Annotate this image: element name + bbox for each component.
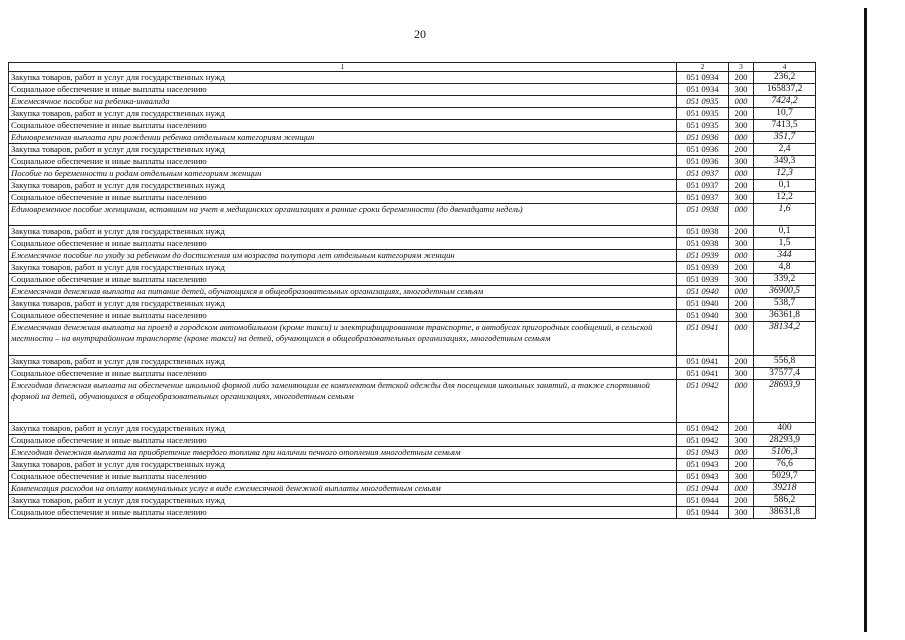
table-row <box>9 471 816 483</box>
row-amount-cell: 1,5 <box>754 238 816 250</box>
row-code-cell: 051 0939 <box>677 262 729 274</box>
table-row <box>9 180 816 192</box>
row-name-cell: Закупка товаров, работ и услуг для государственных нужд <box>9 495 677 507</box>
row-vr-cell: 300 <box>729 471 754 483</box>
row-name-cell: Закупка товаров, работ и услуг для государственных нужд <box>9 144 677 156</box>
row-vr-cell: 200 <box>729 423 754 435</box>
row-code-cell: 051 0942 <box>677 380 729 423</box>
row-code-cell: 051 0935 <box>677 108 729 120</box>
row-vr-cell: 300 <box>729 238 754 250</box>
row-code-cell: 051 0943 <box>677 471 729 483</box>
row-vr-cell: 200 <box>729 180 754 192</box>
row-vr-cell: 200 <box>729 356 754 368</box>
row-amount-cell: 556,8 <box>754 356 816 368</box>
row-code-cell: 051 0934 <box>677 72 729 84</box>
row-vr-cell: 000 <box>729 204 754 226</box>
row-code-cell: 051 0940 <box>677 298 729 310</box>
row-code-cell: 051 0936 <box>677 144 729 156</box>
row-name-cell: Социальное обеспечение и иные выплаты населению <box>9 507 677 519</box>
row-amount-cell: 28693,9 <box>754 380 816 423</box>
row-name-cell: Социальное обеспечение и иные выплаты населению <box>9 471 677 483</box>
row-vr-cell: 300 <box>729 156 754 168</box>
table-row <box>9 156 816 168</box>
table-row <box>9 72 816 84</box>
row-vr-cell: 200 <box>729 459 754 471</box>
table-row <box>9 144 816 156</box>
row-code-cell: 051 0938 <box>677 204 729 226</box>
row-code-cell: 051 0944 <box>677 495 729 507</box>
row-name-cell: Единовременная выплата при рождении ребенка отдельным категориям женщин <box>9 132 677 144</box>
row-name-cell: Закупка товаров, работ и услуг для государственных нужд <box>9 226 677 238</box>
row-amount-cell: 586,2 <box>754 495 816 507</box>
row-vr-cell: 300 <box>729 192 754 204</box>
row-amount-cell: 538,7 <box>754 298 816 310</box>
row-amount-cell: 7424,2 <box>754 96 816 108</box>
row-amount-cell: 349,3 <box>754 156 816 168</box>
table-row <box>9 435 816 447</box>
row-name-cell: Закупка товаров, работ и услуг для государственных нужд <box>9 108 677 120</box>
row-vr-cell: 300 <box>729 310 754 322</box>
row-vr-cell: 200 <box>729 226 754 238</box>
row-code-cell: 051 0935 <box>677 96 729 108</box>
row-name-cell: Социальное обеспечение и иные выплаты населению <box>9 84 677 96</box>
row-name-cell: Закупка товаров, работ и услуг для государственных нужд <box>9 298 677 310</box>
row-name-cell: Закупка товаров, работ и услуг для государственных нужд <box>9 262 677 274</box>
row-name-cell: Компенсация расходов на оплату коммунальных услуг в виде ежемесячной денежной выплаты многодетным семьям <box>9 483 677 495</box>
row-name-cell: Ежемесячная денежная выплата на питание детей, обучающихся в общеобразовательных организациях, многодетным семьям <box>9 286 677 298</box>
row-vr-cell: 000 <box>729 483 754 495</box>
table-row <box>9 298 816 310</box>
row-amount-cell: 236,2 <box>754 72 816 84</box>
row-code-cell: 051 0940 <box>677 310 729 322</box>
table-row <box>9 447 816 459</box>
row-code-cell: 051 0939 <box>677 250 729 262</box>
header-cell-amount: 4 <box>754 63 816 72</box>
row-amount-cell: 38134,2 <box>754 322 816 356</box>
row-amount-cell: 37577,4 <box>754 368 816 380</box>
row-code-cell: 051 0944 <box>677 507 729 519</box>
row-vr-cell: 000 <box>729 132 754 144</box>
table-row <box>9 286 816 298</box>
row-name-cell: Ежемесячное пособие по уходу за ребенком до достижения им возраста полутора лет отдельным категориям женщин <box>9 250 677 262</box>
row-name-cell: Ежегодная денежная выплата на приобретение твердого топлива при наличии печного отопления многодетным семьям <box>9 447 677 459</box>
row-amount-cell: 28293,9 <box>754 435 816 447</box>
row-amount-cell: 5029,7 <box>754 471 816 483</box>
table-row <box>9 356 816 368</box>
row-vr-cell: 300 <box>729 120 754 132</box>
row-vr-cell: 000 <box>729 286 754 298</box>
row-vr-cell: 000 <box>729 250 754 262</box>
row-name-cell: Социальное обеспечение и иные выплаты населению <box>9 120 677 132</box>
table-row <box>9 204 816 226</box>
row-amount-cell: 339,2 <box>754 274 816 286</box>
row-vr-cell: 200 <box>729 298 754 310</box>
row-name-cell: Социальное обеспечение и иные выплаты населению <box>9 192 677 204</box>
row-amount-cell: 39218 <box>754 483 816 495</box>
table-row <box>9 250 816 262</box>
row-code-cell: 051 0942 <box>677 423 729 435</box>
page-edge-rule <box>864 8 867 632</box>
row-name-cell: Социальное обеспечение и иные выплаты населению <box>9 368 677 380</box>
row-name-cell: Ежемесячная денежная выплата на проезд в городском автомобильном (кроме такси) и электрифицированном транспорте, в автобусах пригородных сообщений, в сельской местности – на внутрирайонном транспорте (кроме такси) на детей, обучающихся в общеобразовательных организациях, многодетным семьям <box>9 322 677 356</box>
row-amount-cell: 10,7 <box>754 108 816 120</box>
row-name-cell: Закупка товаров, работ и услуг для государственных нужд <box>9 356 677 368</box>
row-amount-cell: 36900,5 <box>754 286 816 298</box>
row-code-cell: 051 0934 <box>677 84 729 96</box>
row-vr-cell: 200 <box>729 72 754 84</box>
row-amount-cell: 38631,8 <box>754 507 816 519</box>
row-amount-cell: 0,1 <box>754 226 816 238</box>
header-cell-vr: 3 <box>729 63 754 72</box>
row-vr-cell: 000 <box>729 96 754 108</box>
row-code-cell: 051 0941 <box>677 368 729 380</box>
table-row <box>9 368 816 380</box>
row-amount-cell: 400 <box>754 423 816 435</box>
row-name-cell: Пособие по беременности и родам отдельным категориям женщин <box>9 168 677 180</box>
table-row <box>9 380 816 423</box>
table-row <box>9 483 816 495</box>
row-amount-cell: 12,3 <box>754 168 816 180</box>
table-row <box>9 507 816 519</box>
row-code-cell: 051 0944 <box>677 483 729 495</box>
table-row <box>9 495 816 507</box>
row-vr-cell: 300 <box>729 435 754 447</box>
row-code-cell: 051 0943 <box>677 459 729 471</box>
row-code-cell: 051 0938 <box>677 238 729 250</box>
row-name-cell: Социальное обеспечение и иные выплаты населению <box>9 310 677 322</box>
row-vr-cell: 300 <box>729 84 754 96</box>
table-row <box>9 423 816 435</box>
table-row <box>9 262 816 274</box>
row-vr-cell: 300 <box>729 507 754 519</box>
row-name-cell: Закупка товаров, работ и услуг для государственных нужд <box>9 423 677 435</box>
header-cell-code: 2 <box>677 63 729 72</box>
table-row <box>9 459 816 471</box>
table-row <box>9 322 816 356</box>
row-code-cell: 051 0937 <box>677 192 729 204</box>
row-vr-cell: 000 <box>729 168 754 180</box>
row-amount-cell: 344 <box>754 250 816 262</box>
table-row <box>9 226 816 238</box>
row-name-cell: Закупка товаров, работ и услуг для государственных нужд <box>9 180 677 192</box>
row-code-cell: 051 0939 <box>677 274 729 286</box>
table-row <box>9 108 816 120</box>
table-header-row <box>9 63 816 72</box>
row-name-cell: Закупка товаров, работ и услуг для государственных нужд <box>9 72 677 84</box>
row-vr-cell: 300 <box>729 274 754 286</box>
row-vr-cell: 000 <box>729 447 754 459</box>
table-row <box>9 192 816 204</box>
table-row <box>9 132 816 144</box>
row-amount-cell: 0,1 <box>754 180 816 192</box>
row-vr-cell: 000 <box>729 380 754 423</box>
row-name-cell: Социальное обеспечение и иные выплаты населению <box>9 156 677 168</box>
row-name-cell: Закупка товаров, работ и услуг для государственных нужд <box>9 459 677 471</box>
row-code-cell: 051 0943 <box>677 447 729 459</box>
row-code-cell: 051 0935 <box>677 120 729 132</box>
row-amount-cell: 165837,2 <box>754 84 816 96</box>
row-code-cell: 051 0940 <box>677 286 729 298</box>
row-vr-cell: 000 <box>729 322 754 356</box>
row-vr-cell: 300 <box>729 368 754 380</box>
row-code-cell: 051 0936 <box>677 132 729 144</box>
table-row <box>9 84 816 96</box>
row-amount-cell: 351,7 <box>754 132 816 144</box>
row-name-cell: Единовременное пособие женщинам, вставшим на учет в медицинских организациях в ранние сроки беременности (до двенадцати недель) <box>9 204 677 226</box>
row-vr-cell: 200 <box>729 144 754 156</box>
row-amount-cell: 12,2 <box>754 192 816 204</box>
row-name-cell: Ежегодная денежная выплата на обеспечение школьной формой либо заменяющим ее комплектом детской одежды для посещения школьных занятий, а также спортивной формой на детей, обучающихся в общеобразовательных организациях, многодетным семьям <box>9 380 677 423</box>
table-row <box>9 238 816 250</box>
row-amount-cell: 1,6 <box>754 204 816 226</box>
row-amount-cell: 36361,8 <box>754 310 816 322</box>
budget-table <box>8 62 816 519</box>
row-code-cell: 051 0941 <box>677 356 729 368</box>
row-amount-cell: 4,8 <box>754 262 816 274</box>
page-number: 20 <box>414 27 426 41</box>
row-vr-cell: 200 <box>729 108 754 120</box>
row-code-cell: 051 0937 <box>677 168 729 180</box>
row-name-cell: Ежемесячное пособие на ребенка-инвалида <box>9 96 677 108</box>
row-code-cell: 051 0941 <box>677 322 729 356</box>
row-code-cell: 051 0937 <box>677 180 729 192</box>
row-vr-cell: 200 <box>729 262 754 274</box>
header-cell-name: 1 <box>9 63 677 72</box>
row-name-cell: Социальное обеспечение и иные выплаты населению <box>9 274 677 286</box>
row-vr-cell: 200 <box>729 495 754 507</box>
row-amount-cell: 76,6 <box>754 459 816 471</box>
row-code-cell: 051 0942 <box>677 435 729 447</box>
row-name-cell: Социальное обеспечение и иные выплаты населению <box>9 238 677 250</box>
row-amount-cell: 5106,3 <box>754 447 816 459</box>
row-code-cell: 051 0938 <box>677 226 729 238</box>
row-amount-cell: 2,4 <box>754 144 816 156</box>
row-code-cell: 051 0936 <box>677 156 729 168</box>
table-row <box>9 96 816 108</box>
row-amount-cell: 7413,5 <box>754 120 816 132</box>
table-row <box>9 120 816 132</box>
budget-table-body <box>9 63 816 519</box>
table-row <box>9 274 816 286</box>
table-row <box>9 168 816 180</box>
row-name-cell: Социальное обеспечение и иные выплаты населению <box>9 435 677 447</box>
table-row <box>9 310 816 322</box>
